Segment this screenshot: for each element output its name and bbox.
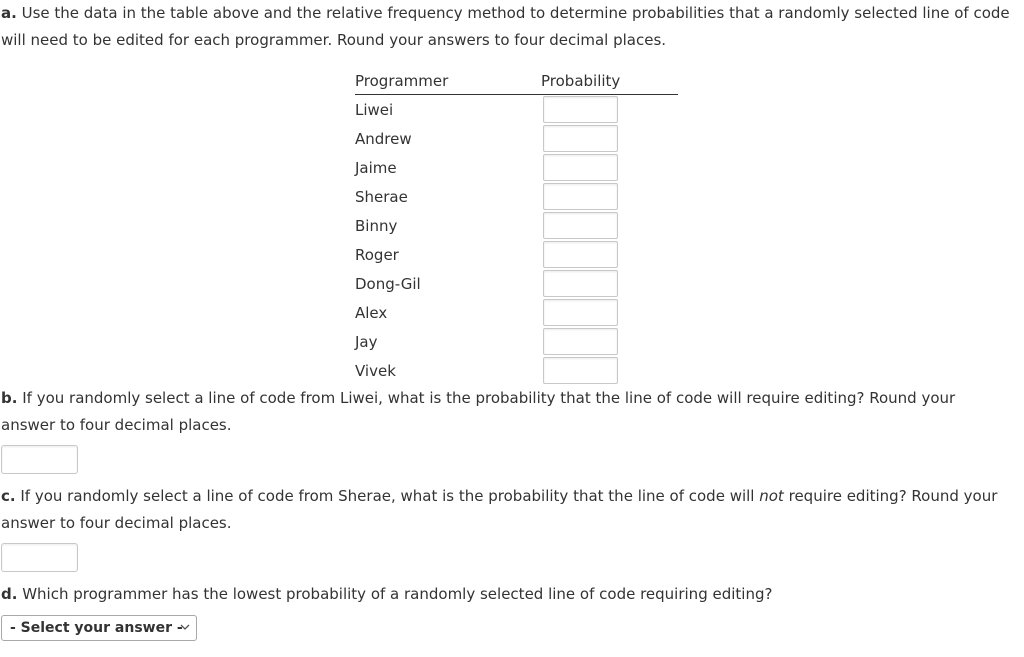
programmer-name: Alex bbox=[355, 304, 388, 322]
select-label: - Select your answer - bbox=[10, 620, 183, 636]
programmer-name: Jay bbox=[355, 333, 378, 351]
part-b-answer-input[interactable] bbox=[1, 445, 78, 474]
part-c-text-after: require editing? Round your answer to four decimal places. bbox=[1, 487, 998, 532]
header-probability: Probability bbox=[541, 72, 621, 90]
programmer-name: Liwei bbox=[355, 101, 394, 119]
probability-input[interactable] bbox=[543, 328, 618, 355]
programmer-name: Binny bbox=[355, 217, 398, 235]
part-c-letter: c. bbox=[1, 487, 16, 505]
table-row bbox=[355, 298, 678, 327]
part-c-text-italic: not bbox=[759, 487, 784, 505]
programmer-name: Roger bbox=[355, 246, 399, 264]
probability-input[interactable] bbox=[543, 270, 618, 297]
probability-input[interactable] bbox=[543, 212, 618, 239]
programmer-name: Vivek bbox=[355, 362, 396, 380]
table-row bbox=[355, 240, 678, 269]
part-b-letter: b. bbox=[1, 389, 18, 407]
chevron-down-icon bbox=[180, 623, 190, 631]
probability-input[interactable] bbox=[543, 299, 618, 326]
table-row bbox=[355, 327, 678, 356]
part-a-letter: a. bbox=[1, 4, 17, 22]
probability-input[interactable] bbox=[543, 154, 618, 181]
programmer-name: Andrew bbox=[355, 130, 412, 148]
part-b-question bbox=[1, 385, 1011, 439]
programmer-name: Dong-Gil bbox=[355, 275, 421, 293]
table-row bbox=[355, 356, 678, 385]
table-row bbox=[355, 95, 678, 124]
part-d-question bbox=[1, 581, 1011, 608]
part-c-question bbox=[1, 483, 1011, 537]
table-row bbox=[355, 124, 678, 153]
part-a-text: Use the data in the table above and the relative frequency method to determine probabilities that a randomly selected line of code will need to be edited for each programmer. Round your answers to four decimal places. bbox=[1, 4, 1010, 49]
probability-input[interactable] bbox=[543, 241, 618, 268]
table-row bbox=[355, 211, 678, 240]
table-row bbox=[355, 182, 678, 211]
table-body bbox=[355, 95, 678, 385]
probability-input[interactable] bbox=[543, 96, 618, 123]
probability-input[interactable] bbox=[543, 357, 618, 384]
probability-input[interactable] bbox=[543, 183, 618, 210]
programmer-name: Sherae bbox=[355, 188, 408, 206]
part-c-answer-input[interactable] bbox=[1, 543, 78, 572]
part-d-text: Which programmer has the lowest probability of a randomly selected line of code requiring editing? bbox=[22, 585, 773, 603]
probability-table bbox=[355, 66, 678, 385]
table-header bbox=[355, 66, 678, 95]
part-a-question bbox=[1, 0, 1011, 54]
part-c-text-before: If you randomly select a line of code from Sherae, what is the probability that the line of code will bbox=[20, 487, 755, 505]
table-row bbox=[355, 153, 678, 182]
part-b-text: If you randomly select a line of code from Liwei, what is the probability that the line of code will require editing? Round your answer to four decimal places. bbox=[1, 389, 956, 434]
table-row bbox=[355, 269, 678, 298]
part-d-letter: d. bbox=[1, 585, 18, 603]
part-d-answer-select[interactable] bbox=[1, 615, 197, 641]
probability-input[interactable] bbox=[543, 125, 618, 152]
header-programmer: Programmer bbox=[355, 72, 449, 90]
programmer-name: Jaime bbox=[355, 159, 397, 177]
